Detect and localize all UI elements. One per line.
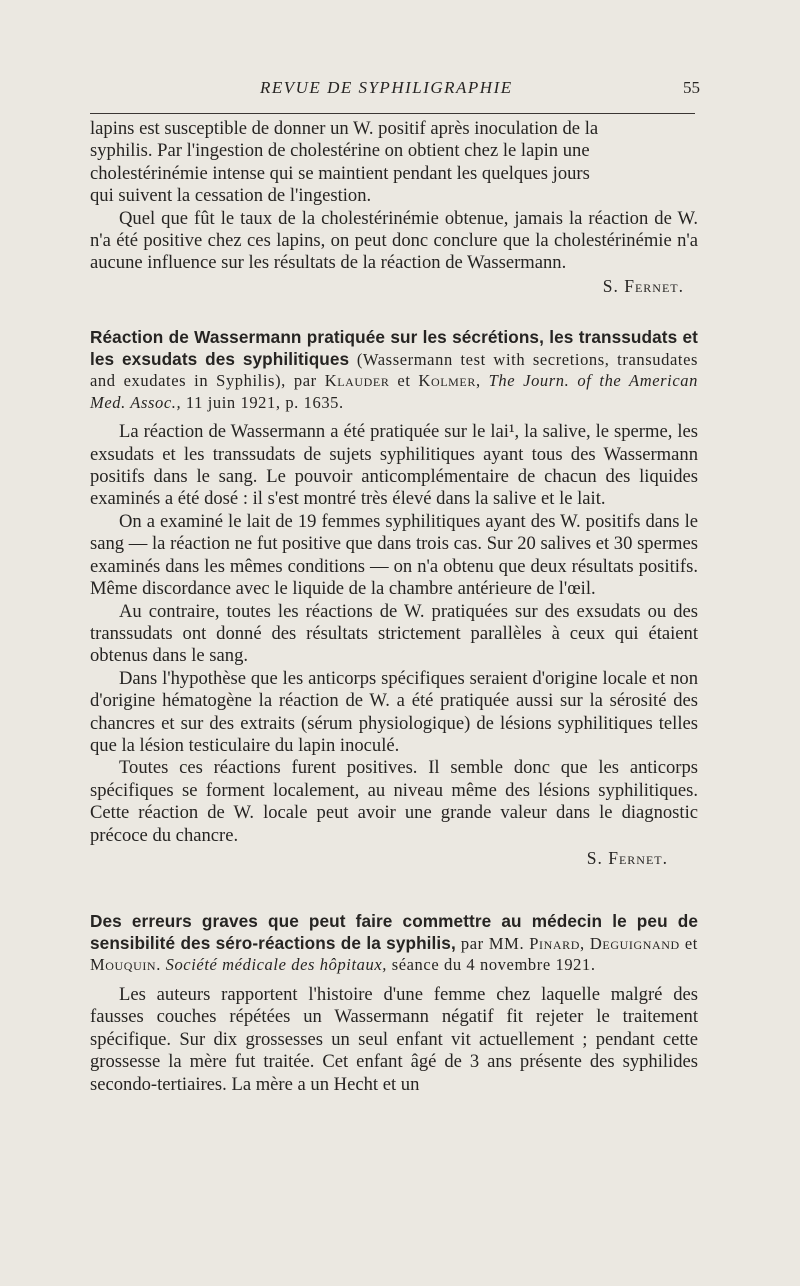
article2-date: séance du 4 novembre 1921. [391, 955, 596, 975]
article2-title: Des erreurs graves que peut faire commettre au médecin le peu de sensibilité des séro-réactions de la syphilis, [90, 911, 698, 953]
section1-line-1: lapins est susceptible de donner un W. positif après inoculation de la [90, 118, 599, 139]
page-number: 55 [683, 78, 700, 97]
article1-subtitle: (Wassermann test with secretions, transudates and exudates in Syphilis), par [90, 349, 699, 391]
article2-paragraph-1: Les auteurs rapportent l'histoire d'une femme chez laquelle malgré des fausses couches répétées un Wassermann négatif fit rejeter le traitement spécifique. Sur dix grossesses un seul enfant vit actuellement ; pendant cette grossesse la mère fut traitée. Cet enfant âgé de 3 ans présente des syphilides secondo-tertiaires. La mère a un Hecht et un [90, 983, 698, 1095]
article1-journal: The Journ. of the American Med. Assoc., [90, 371, 698, 412]
running-header [90, 78, 700, 104]
article1-paragraph-4: Dans l'hypothèse que les anticorps spécifiques seraient d'origine locale et non d'origine hématogène la réaction de W. a été pratiquée aussi sur la sérosité des chancres et sur des extraits (sérum physiologique) de lésions syphilitiques telles que la lésion testiculaire du lapin inoculé. [90, 667, 698, 756]
article1-and: et [397, 371, 411, 391]
section1-line-3: cholestérinémie intense qui se maintient pendant les quelques jours [90, 162, 590, 184]
article1-paragraph-1: La réaction de Wassermann a été pratiquée sur le lai¹, la salive, le sperme, les exsudats et les transsudats de sujets syphilitiques ayant tous des Wassermann positifs dans le sang. Le pouvoir anticomplémentaire de chacun des liquides examinés a été dosé : il s'est montré très élevé dans la salive et le lait. [90, 421, 698, 510]
section1-signature [90, 275, 698, 297]
section1-paragraph-2: Quel que fût le taux de la cholestérinémie obtenue, jamais la réaction de W. n'a été positive chez ces lapins, on peut donc conclure que la cholestérinémie n'a aucune influence sur les résultats de la réaction de Wassermann. [90, 207, 698, 274]
article1-author-1: Klauder [324, 371, 390, 391]
article2-authors: Pinard, Deguignand [529, 933, 680, 953]
header-rule [90, 113, 695, 114]
article1-paragraph-3: Au contraire, toutes les réactions de W. pratiquées sur des exsudats ou des transsudats ont donné des résultats strictement parallèles à ceux qui étaient obtenus dans le sang. [90, 600, 698, 667]
article1-signature [90, 847, 698, 869]
article2-by: par MM. [460, 933, 525, 953]
running-title: REVUE DE SYPHILIGRAPHIE [260, 78, 513, 97]
page-body [90, 118, 698, 1096]
article1-paragraph-2: On a examiné le lait de 19 femmes syphilitiques ayant des W. positifs dans le sang — la réaction ne fut positive que dans trois cas. Sur 20 salives et 30 spermes examinés dans les mêmes conditions — on n'a obtenu que deux résultats positifs. Même discordance avec le liquide de la chambre antérieure de l'œil. [90, 510, 698, 600]
article2-journal: Société médicale des hôpitaux, [165, 955, 388, 975]
article1-paragraph-5: Toutes ces réactions furent positives. Il semble donc que les anticorps spécifiques se forment localement, au niveau même des lésions syphilitiques. Cette réaction de W. locale peut avoir une grande valeur dans le diagnostic précoce du chancre. [90, 757, 698, 846]
article1-title: Réaction de Wassermann pratiquée sur les sécrétions, les transsudats et les exsudats des syphilitiques [90, 327, 698, 369]
section1-line-2: syphilis. Par l'ingestion de cholestérine on obtient chez le lapin une [90, 140, 590, 162]
article2-author-3: Mouquin. [90, 955, 161, 975]
signature-text: S. Fernet. [586, 847, 668, 868]
article2-heading [90, 911, 698, 976]
signature-text: S. Fernet. [602, 275, 684, 296]
article1-author-2: Kolmer, [418, 371, 481, 391]
article1-date: 11 juin 1921, p. 1635. [185, 392, 344, 412]
article2-and: et [684, 933, 698, 953]
section1-line-4: qui suivent la cessation de l'ingestion. [90, 185, 372, 207]
article1-heading [90, 327, 698, 413]
